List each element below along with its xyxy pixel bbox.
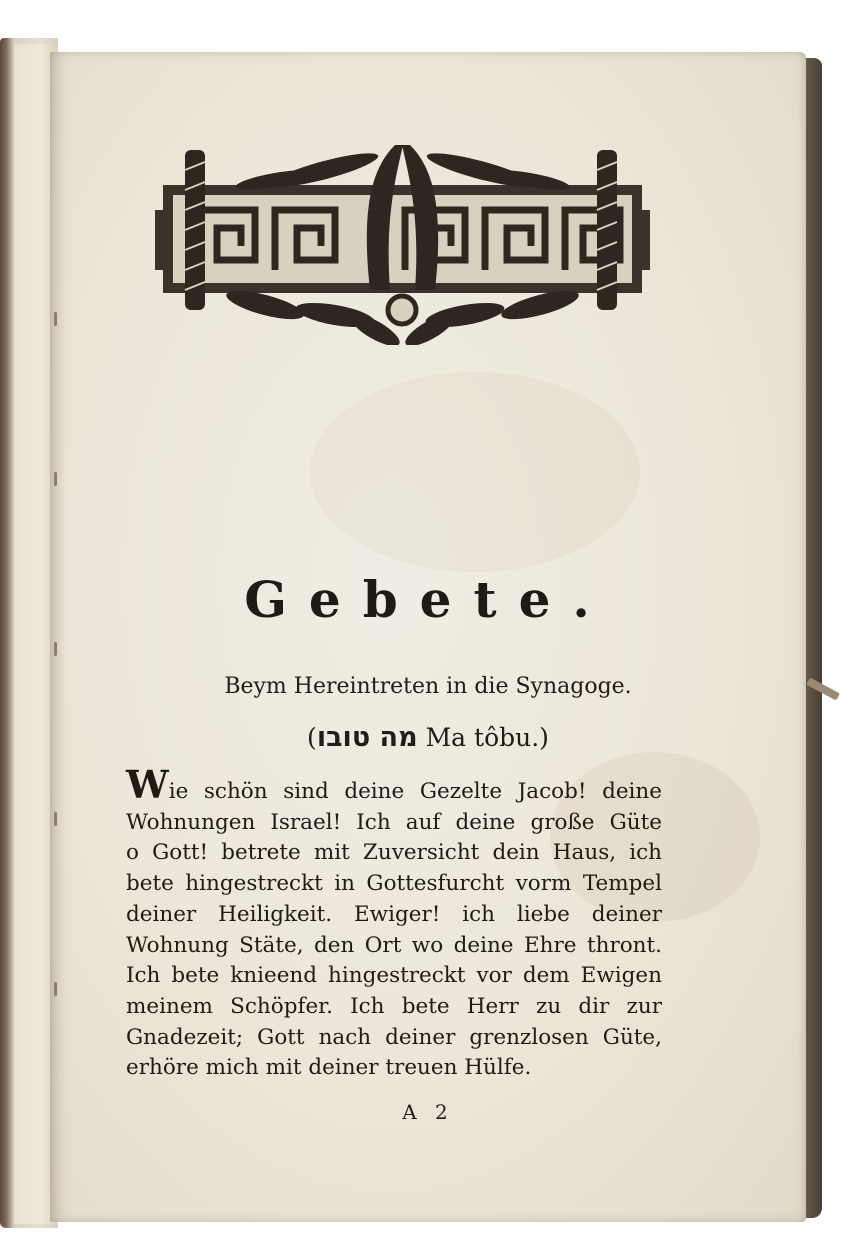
body-line: o Gott! betrete mit Zuversicht dein Haus, ich [126,840,662,866]
open-book [0,30,830,1245]
greek-key-laurel-headpiece-icon [155,140,650,345]
hebrew-text: מה טובו [316,722,418,753]
signature-mark: A 2 [402,1100,454,1124]
show-through-stain [310,372,640,572]
body-line: deiner Heiligkeit. Ewiger! ich liebe deiner [126,901,662,927]
hebrew-open-paren: ( [307,723,317,752]
body-line: Wohnungen Israel! Ich auf deine große Güte [126,809,662,835]
body-line-1 [126,762,662,808]
page-title: Gebete. [244,570,612,629]
body-line: Wohnung Stäte, den Ort wo deine Ehre thront. [126,932,662,958]
body-line: Gnadezeit; Gott nach deiner grenzlosen Güte, [126,1024,662,1050]
body-line: Ich bete knieend hingestreckt vor dem Ewigen [126,963,662,989]
body-line: meinem Schöpfer. Ich bete Herr zu dir zur [126,993,662,1019]
body-line: bete hingestreckt in Gottesfurcht vorm Tempel [126,871,662,897]
body-line-1-text: ie schön sind deine Gezelte Jacob! deine [168,779,662,804]
drop-initial: W [126,762,169,807]
prayer-body [126,762,662,1084]
section-subtitle: Beym Hereintreten in die Synagoge. [224,674,632,699]
hebrew-heading [50,722,806,753]
body-line: erhöre mich mit deiner treuen Hülfe. [126,1055,532,1081]
hebrew-transliteration: Ma tôbu.) [417,723,549,752]
book-page [50,52,806,1222]
